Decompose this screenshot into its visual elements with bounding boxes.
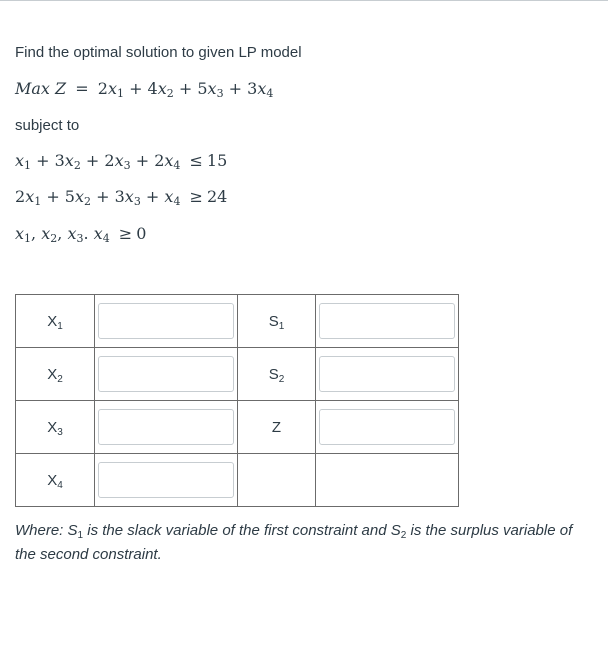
nn-sep-1: , [31,224,37,243]
label-x3 [16,401,95,454]
var-letter: X [47,418,58,436]
objective-equals: = [75,79,89,98]
c2-var-3: x [124,187,134,206]
note-suffix: is the surplus variable of the second constraint. [15,522,573,563]
label-z [238,401,316,454]
nn-var-1: x [15,224,25,243]
c1-sub-1: 1 [24,159,32,172]
constraint-2 [15,186,227,208]
table-row [16,348,459,401]
c2-coef-2: + 5 [46,187,75,206]
obj-var-2: x [157,79,167,98]
empty-cell [316,454,459,507]
c2-relation: ≥ [189,187,203,206]
obj-coef-3: + 5 [178,79,208,98]
input-s2[interactable] [319,356,455,392]
c2-coef-4: + [145,187,160,206]
obj-var-1: x [107,79,117,98]
label-x4 [16,454,95,507]
c1-coef-2: + 3 [36,151,65,170]
input-x2[interactable] [98,356,234,392]
question-intro: Find the optimal solution to given LP model [15,44,302,61]
cell-x4 [95,454,238,507]
c2-rhs: 24 [206,187,228,206]
nn-sep-2: , [57,224,63,243]
nn-sub-3: 3 [76,232,84,245]
obj-sub-1: 1 [116,87,124,100]
cell-s1 [316,295,459,348]
obj-coef-1: 2 [97,79,108,98]
var-subscript: 4 [57,479,63,491]
var-letter: S [268,312,279,330]
obj-coef-4: + 3 [228,79,258,98]
footnote [15,519,590,567]
c1-sub-4: 4 [173,159,181,172]
obj-sub-3: 3 [216,87,224,100]
empty-cell [238,454,316,507]
label-s1 [238,295,316,348]
c2-sub-4: 4 [173,195,181,208]
nn-var-4: x [93,224,103,243]
c1-coef-3: + 2 [85,151,115,170]
obj-sub-2: 2 [166,87,174,100]
obj-coef-2: + 4 [129,79,158,98]
var-letter: X [47,471,58,489]
var-subscript: 1 [57,320,63,332]
input-s1[interactable] [319,303,455,339]
c1-var-3: x [114,151,124,170]
cell-s2 [316,348,459,401]
c2-coef-1: 2 [15,187,26,206]
c1-var-4: x [164,151,174,170]
obj-sub-4: 4 [266,87,274,100]
var-subscript: 3 [57,426,63,438]
input-x3[interactable] [98,409,234,445]
cell-x2 [95,348,238,401]
table-row [16,454,459,507]
c2-sub-3: 3 [133,195,141,208]
c1-sub-3: 3 [123,159,131,172]
obj-var-4: x [257,79,267,98]
obj-var-3: x [207,79,217,98]
nn-rhs: 0 [136,224,147,243]
c1-rhs: 15 [206,151,228,170]
nn-sub-1: 1 [24,232,32,245]
table-row [16,295,459,348]
c1-sub-2: 2 [73,159,81,172]
nn-var-2: x [41,224,51,243]
top-divider [0,0,608,1]
cell-x3 [95,401,238,454]
nn-sub-4: 4 [102,232,110,245]
var-letter: X [47,312,58,330]
var-letter: Z [271,418,282,436]
c2-sub-1: 1 [34,195,42,208]
note-prefix: Where: [15,522,68,539]
c1-relation: ≤ [189,151,203,170]
label-x1 [16,295,95,348]
input-z[interactable] [319,409,455,445]
cell-z [316,401,459,454]
note-s1-var: S [67,522,78,539]
c1-var-2: x [64,151,74,170]
objective-label: Max Z [15,79,67,98]
var-letter: X [47,365,58,383]
objective-function [15,78,273,100]
nn-relation: ≥ [118,224,133,243]
constraint-1 [15,150,227,172]
answer-table [15,294,459,507]
label-x2 [16,348,95,401]
var-subscript: 1 [278,320,285,332]
var-letter: S [268,365,279,383]
nn-var-3: x [67,224,77,243]
label-s2 [238,348,316,401]
var-subscript: 2 [57,373,63,385]
note-mid: is the slack variable of the first constraint and [83,522,391,539]
var-subscript: 2 [278,373,285,385]
c1-coef-4: + 2 [135,151,165,170]
c1-var-1: x [15,151,25,170]
note-s2-var: S [390,522,401,539]
c2-var-4: x [164,187,174,206]
subject-to-label: subject to [15,117,80,134]
note-s2-sub: 2 [400,530,407,541]
cell-x1 [95,295,238,348]
nn-sep-3: . [83,224,89,243]
input-x1[interactable] [98,303,234,339]
nonnegativity-constraint [15,223,146,245]
c2-var-1: x [25,187,35,206]
nn-sub-2: 2 [50,232,58,245]
c2-var-2: x [74,187,85,206]
note-s1-sub: 1 [77,530,84,541]
c2-coef-3: + 3 [96,187,125,206]
c2-sub-2: 2 [84,195,92,208]
input-x4[interactable] [98,462,234,498]
table-row [16,401,459,454]
